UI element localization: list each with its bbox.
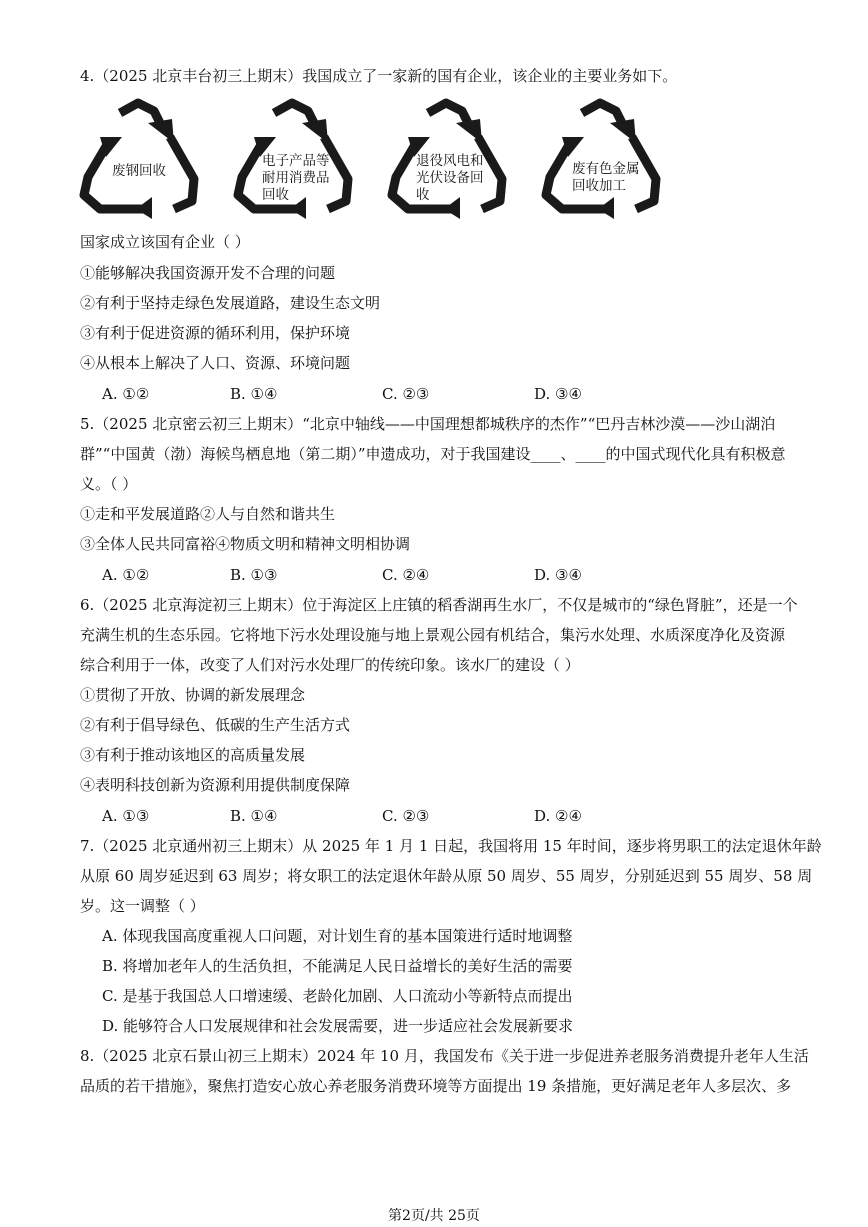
q5-option-c[interactable]: C. ②④ xyxy=(382,566,430,584)
q5-item-1: ①走和平发展道路②人与自然和谐共生 xyxy=(80,505,336,523)
q6-item-3: ③有利于推动该地区的高质量发展 xyxy=(80,746,306,764)
q4-item-4: ④从根本上解决了人口、资源、环境问题 xyxy=(80,354,351,372)
q4-item-3: ③有利于促进资源的循环利用，保护环境 xyxy=(80,324,351,342)
recycle-label-1: 废钢回收 xyxy=(112,163,166,179)
recycle-label-4: 废有色金属 回收加工 xyxy=(572,161,640,194)
q4-option-d[interactable]: D. ③④ xyxy=(534,385,582,403)
q4-prompt: 国家成立该国有企业（ ） xyxy=(80,233,250,251)
q5-option-d[interactable]: D. ③④ xyxy=(534,566,582,584)
q6-item-4: ④表明科技创新为资源利用提供制度保障 xyxy=(80,776,351,794)
q7-stem-line-2: 从原 60 周岁延迟到 63 周岁；将女职工的法定退休年龄从原 50 周岁、55 周岁，分别延迟到 55 周岁、58 周 xyxy=(80,867,813,885)
recycle-diagram-4 xyxy=(540,97,672,219)
recycle-label-3: 退役风电和 光伏设备回 收 xyxy=(416,153,484,203)
q7-stem-line-3: 岁。这一调整（ ） xyxy=(80,897,205,915)
q6-option-b[interactable]: B. ①④ xyxy=(230,807,278,825)
q5-option-b[interactable]: B. ①③ xyxy=(230,566,278,584)
recycle-arrows-icon xyxy=(540,97,672,219)
q8-stem-line-2: 品质的若干措施》，聚焦打造安心放心养老服务消费环境等方面提出 19 条措施，更好满足老年人多层次、多 xyxy=(80,1077,792,1095)
q5-item-2: ③全体人民共同富裕④物质文明和精神文明相协调 xyxy=(80,535,411,553)
q4-item-1: ①能够解决我国资源开发不合理的问题 xyxy=(80,264,336,282)
q7-stem-line-1: 7.（2025 北京通州初三上期末）从 2025 年 1 月 1 日起，我国将用 15 年时间，逐步将男职工的法定退休年龄 xyxy=(80,837,822,855)
q6-item-2: ②有利于倡导绿色、低碳的生产生活方式 xyxy=(80,716,351,734)
recycle-diagram-3 xyxy=(386,97,518,219)
recycle-label-2: 电子产品等 耐用消费品 回收 xyxy=(262,153,330,203)
q7-option-a[interactable]: A. 体现我国高度重视人口问题，对计划生育的基本国策进行适时地调整 xyxy=(102,927,573,945)
q8-stem-line-1: 8.（2025 北京石景山初三上期末）2024 年 10 月，我国发布《关于进一步促进养老服务消费提升老年人生活 xyxy=(80,1047,809,1065)
q7-option-b[interactable]: B. 将增加老年人的生活负担，不能满足人民日益增长的美好生活的需要 xyxy=(102,957,573,975)
q6-option-a[interactable]: A. ①③ xyxy=(102,807,150,825)
q7-option-d[interactable]: D. 能够符合人口发展规律和社会发展需要，进一步适应社会发展新要求 xyxy=(102,1017,574,1035)
q5-stem-line-1: 5.（2025 北京密云初三上期末）“北京中轴线——中国理想都城秩序的杰作”“巴丹吉林沙漠——沙山湖泊 xyxy=(80,415,776,433)
q6-option-d[interactable]: D. ②④ xyxy=(534,807,582,825)
recycle-diagram-1 xyxy=(78,97,210,219)
recycle-diagram-2 xyxy=(232,97,364,219)
q6-item-1: ①贯彻了开放、协调的新发展理念 xyxy=(80,686,306,704)
q5-stem-line-2: 群”“中国黄（渤）海候鸟栖息地（第二期）”申遗成功，对于我国建设____、____的中国式现代化具有积极意 xyxy=(80,445,786,463)
q4-option-a[interactable]: A. ①② xyxy=(102,385,150,403)
q5-stem-line-3: 义。（ ） xyxy=(80,475,138,493)
q4-option-b[interactable]: B. ①④ xyxy=(230,385,278,403)
page-footer: 第2页/共 25页 xyxy=(388,1208,480,1224)
recycle-arrows-icon xyxy=(78,97,210,219)
q6-stem-line-2: 充满生机的生态乐园。它将地下污水处理设施与地上景观公园有机结合，集污水处理、水质深度净化及资源 xyxy=(80,626,786,644)
q6-stem-line-3: 综合利用于一体，改变了人们对污水处理厂的传统印象。该水厂的建设（ ） xyxy=(80,656,580,674)
q4-stem: 4.（2025 北京丰台初三上期末）我国成立了一家新的国有企业，该企业的主要业务如下。 xyxy=(80,67,678,85)
q6-option-c[interactable]: C. ②③ xyxy=(382,807,430,825)
q4-item-2: ②有利于坚持走绿色发展道路，建设生态文明 xyxy=(80,294,381,312)
q4-option-c[interactable]: C. ②③ xyxy=(382,385,430,403)
q5-option-a[interactable]: A. ①② xyxy=(102,566,150,584)
q7-option-c[interactable]: C. 是基于我国总人口增速缓、老龄化加剧、人口流动小等新特点而提出 xyxy=(102,987,573,1005)
q6-stem-line-1: 6.（2025 北京海淀初三上期末）位于海淀区上庄镇的稻香湖再生水厂，不仅是城市的“绿色肾脏”，还是一个 xyxy=(80,596,798,614)
